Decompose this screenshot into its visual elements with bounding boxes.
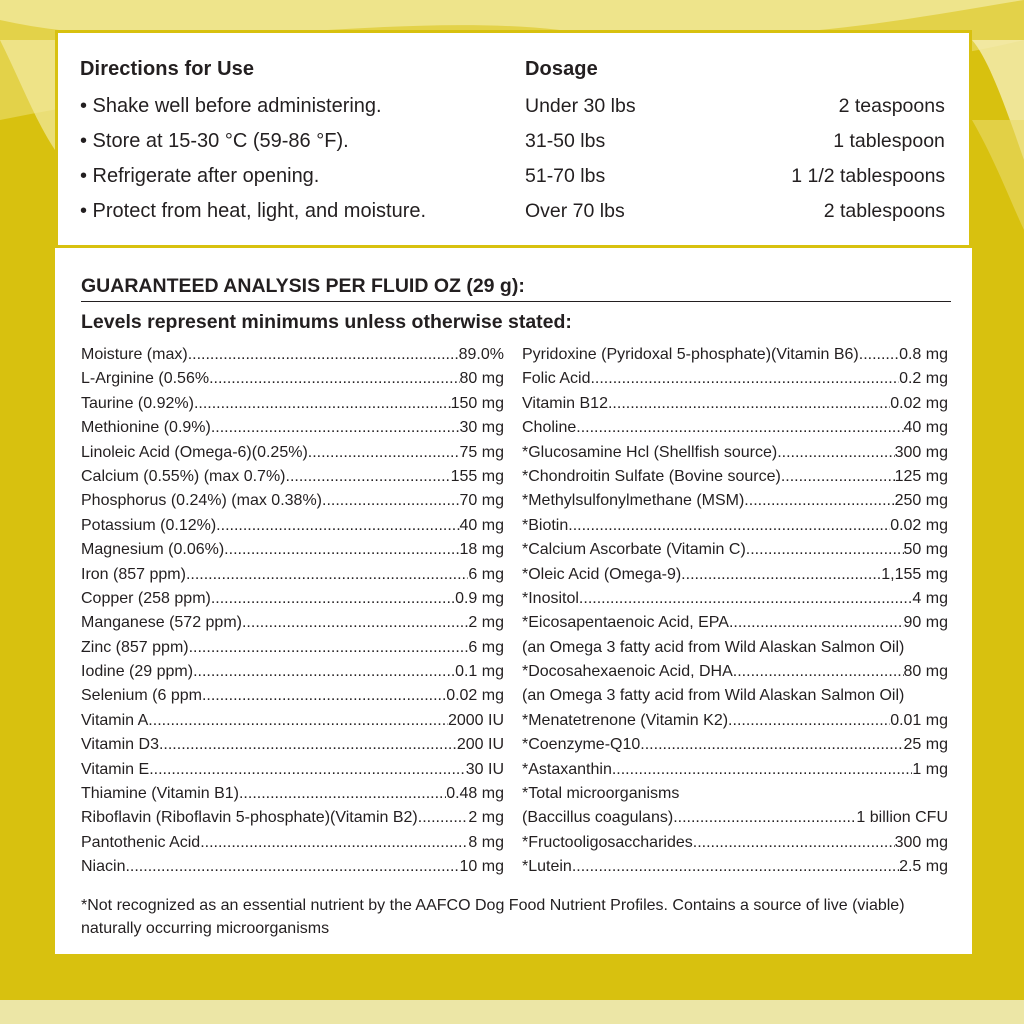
nutrient-name: *Eicosapentaenoic Acid, EPA	[522, 614, 729, 632]
nutrient-list-right	[522, 343, 948, 880]
nutrient-name: *Glucosamine Hcl (Shellfish source)	[522, 443, 778, 461]
dosage-list	[525, 89, 955, 229]
analysis-divider	[81, 301, 951, 302]
directions-section	[80, 57, 500, 229]
nutrient-name: *Coenzyme-Q10	[522, 736, 641, 754]
nutrient-value: 40 mg	[903, 419, 948, 437]
nutrient-value: 0.01 mg	[890, 711, 948, 729]
nutrient-value: 6 mg	[468, 638, 504, 656]
nutrient-value: 300 mg	[894, 833, 948, 851]
dot-leader	[149, 758, 466, 782]
nutrient-row	[81, 684, 504, 708]
nutrient-row	[522, 587, 948, 611]
nutrient-value: 50 mg	[903, 541, 948, 559]
nutrient-name: Potassium (0.12%)	[81, 516, 217, 534]
nutrient-name: *Chondroitin Sulfate (Bovine source)	[522, 467, 781, 485]
nutrient-name: Magnesium (0.06%)	[81, 541, 225, 559]
dot-leader	[744, 489, 894, 513]
nutrient-row	[81, 587, 504, 611]
nutrient-name: *Total microorganisms	[522, 785, 680, 803]
nutrient-name: L-Arginine (0.56%	[81, 370, 210, 388]
nutrient-value: 8 mg	[468, 833, 504, 851]
nutrient-name: *Biotin	[522, 516, 569, 534]
nutrient-row	[522, 831, 948, 855]
nutrient-value: 80 mg	[903, 663, 948, 681]
nutrient-value: 2 mg	[468, 614, 504, 632]
nutrient-name: Calcium (0.55%) (max 0.7%)	[81, 467, 286, 485]
directions-item: • Shake well before administering.	[80, 95, 382, 117]
nutrient-name: Iodine (29 ppm)	[81, 663, 194, 681]
nutrient-name: Zinc (857 ppm)	[81, 638, 189, 656]
nutrient-row	[522, 709, 948, 733]
nutrient-name: Riboflavin (Riboflavin 5-phosphate)(Vitamin B2)	[81, 809, 418, 827]
nutrient-row	[81, 758, 504, 782]
dot-leader	[322, 489, 460, 513]
nutrient-value: 90 mg	[903, 614, 948, 632]
nutrient-row	[81, 514, 504, 538]
nutrient-value: 2 mg	[468, 809, 504, 827]
nutrient-name: *Fructooligosaccharides	[522, 833, 693, 851]
nutrient-name: *Inositol	[522, 589, 579, 607]
nutrient-value: 2.5 mg	[899, 858, 948, 876]
dosage-amount: 1 1/2 tablespoons	[791, 165, 946, 187]
nutrient-row	[522, 563, 948, 587]
nutrient-row	[522, 367, 948, 391]
nutrient-row	[81, 563, 504, 587]
dosage-amount: 1 tablespoon	[833, 130, 945, 152]
nutrient-name: Choline	[522, 419, 577, 437]
nutrient-name: Iron (857 ppm)	[81, 565, 186, 583]
nutrient-value: 300 mg	[894, 443, 948, 461]
dot-leader	[193, 660, 455, 684]
dot-leader	[418, 806, 469, 830]
nutrient-name: (an Omega 3 fatty acid from Wild Alaskan Salmon Oil)	[522, 638, 905, 656]
nutrient-name: Thiamine (Vitamin B1)	[81, 785, 239, 803]
analysis-subtitle: Levels represent minimums unless otherwise stated:	[81, 311, 572, 333]
dosage-weight: 31-50 lbs	[525, 130, 606, 152]
dot-leader	[148, 709, 448, 733]
nutrient-value: 0.2 mg	[899, 370, 948, 388]
nutrient-row	[81, 441, 504, 465]
dot-leader	[729, 611, 904, 635]
nutrient-value: 18 mg	[459, 541, 504, 559]
dot-leader	[693, 831, 895, 855]
dot-leader	[608, 392, 890, 416]
dot-leader	[673, 806, 856, 830]
nutrient-value: 70 mg	[459, 492, 504, 510]
nutrient-row	[522, 611, 948, 635]
nutrient-name: *Methylsulfonylmethane (MSM)	[522, 492, 745, 510]
dot-leader	[728, 709, 890, 733]
nutrient-row	[81, 782, 504, 806]
nutrient-row	[81, 806, 504, 830]
nutrient-row	[81, 733, 504, 757]
nutrient-row	[522, 660, 948, 684]
nutrient-name: Selenium (6 ppm	[81, 687, 202, 705]
dot-leader	[194, 392, 451, 416]
nutrient-row	[522, 489, 948, 513]
dot-leader	[211, 416, 460, 440]
dot-leader	[568, 514, 890, 538]
dot-leader	[125, 855, 459, 879]
nutrient-name: Folic Acid	[522, 370, 591, 388]
nutrient-name: Taurine (0.92%)	[81, 394, 194, 412]
nutrient-row	[81, 660, 504, 684]
dot-leader	[188, 343, 459, 367]
dosage-row	[525, 194, 955, 229]
nutrient-value: 0.02 mg	[446, 687, 504, 705]
nutrient-value: 30 IU	[465, 760, 504, 778]
nutrient-row	[522, 806, 948, 830]
dot-leader	[733, 660, 904, 684]
nutrient-value: 1 mg	[912, 760, 948, 778]
dosage-row	[525, 159, 955, 194]
dosage-section	[525, 57, 955, 229]
nutrient-row	[81, 343, 504, 367]
nutrient-value: 89.0%	[458, 346, 504, 363]
nutrient-name: *Astaxanthin	[522, 760, 612, 778]
directions-item: • Store at 15-30 °C (59-86 °F).	[80, 130, 349, 152]
nutrient-value: 0.02 mg	[890, 516, 948, 534]
nutrient-value: 1,155 mg	[881, 565, 948, 583]
nutrient-name: Manganese (572 ppm)	[81, 614, 242, 632]
nutrient-name: *Lutein	[522, 858, 572, 876]
nutrient-value: 155 mg	[450, 467, 504, 485]
nutrient-row	[81, 636, 504, 660]
dot-leader	[681, 563, 881, 587]
nutrient-row	[522, 636, 948, 660]
guaranteed-analysis-panel	[55, 248, 972, 954]
nutrient-name: Vitamin A	[81, 711, 149, 729]
bottom-band	[0, 1000, 1024, 1024]
dot-leader	[200, 831, 468, 855]
dot-leader	[590, 367, 899, 391]
nutrient-value: 30 mg	[459, 419, 504, 437]
nutrient-row	[522, 758, 948, 782]
nutrient-name: Vitamin E	[81, 760, 150, 778]
dot-leader	[612, 758, 913, 782]
nutrient-row	[522, 441, 948, 465]
nutrient-value: 80 mg	[459, 370, 504, 388]
dot-leader	[572, 855, 899, 879]
dosage-row	[525, 124, 955, 159]
dot-leader	[640, 733, 903, 757]
nutrient-row	[81, 709, 504, 733]
dosage-weight: Under 30 lbs	[525, 95, 636, 117]
nutrient-row	[81, 416, 504, 440]
nutrient-row	[522, 684, 948, 708]
nutrient-value: 0.02 mg	[890, 394, 948, 412]
dot-leader	[579, 587, 913, 611]
nutrient-name: Linoleic Acid (Omega-6)(0.25%)	[81, 443, 308, 461]
nutrient-row	[522, 416, 948, 440]
nutrient-value: 0.1 mg	[455, 663, 504, 681]
nutrient-value: 2000 IU	[447, 711, 504, 729]
directions-title: Directions for Use	[80, 58, 255, 80]
directions-item: • Refrigerate after opening.	[80, 165, 320, 187]
nutrient-value: 0.48 mg	[446, 785, 504, 803]
nutrient-row	[522, 465, 948, 489]
nutrient-name: Copper (258 ppm)	[81, 589, 211, 607]
nutrient-row	[522, 514, 948, 538]
nutrient-name: *Oleic Acid (Omega-9)	[522, 565, 682, 583]
dot-leader	[224, 538, 459, 562]
nutrient-list-left	[81, 343, 504, 880]
nutrient-row	[522, 538, 948, 562]
directions-item: • Protect from heat, light, and moisture.	[80, 200, 427, 222]
dosage-amount: 2 tablespoons	[823, 200, 946, 222]
nutrient-row	[81, 489, 504, 513]
analysis-footnote: *Not recognized as an essential nutrient by the AAFCO Dog Food Nutrient Profiles. Contains a source of live (viable) naturally occurring microorganisms	[81, 897, 905, 937]
dot-leader	[777, 441, 894, 465]
nutrient-value: 150 mg	[450, 394, 504, 412]
nutrient-row	[81, 538, 504, 562]
nutrient-value: 0.8 mg	[899, 346, 948, 363]
nutrient-row	[522, 855, 948, 879]
dosage-title: Dosage	[525, 58, 598, 80]
dot-leader	[308, 441, 460, 465]
nutrient-name: *Menatetrenone (Vitamin K2)	[522, 711, 729, 729]
dot-leader	[781, 465, 895, 489]
nutrient-name: Pantothenic Acid	[81, 833, 201, 851]
dosage-row	[525, 89, 955, 124]
dosage-weight: 51-70 lbs	[525, 165, 606, 187]
nutrient-row	[81, 831, 504, 855]
directions-list	[80, 89, 500, 229]
dot-leader	[286, 465, 451, 489]
dot-leader	[859, 343, 899, 367]
nutrient-name: (Baccillus coagulans)	[522, 809, 674, 827]
nutrient-row	[522, 343, 948, 367]
directions-dosage-panel	[55, 30, 972, 248]
nutrient-name: Moisture (max)	[81, 346, 188, 363]
nutrient-name: Methionine (0.9%)	[81, 419, 211, 437]
nutrient-value: 200 IU	[456, 736, 504, 754]
nutrient-row	[81, 465, 504, 489]
dot-leader	[209, 367, 459, 391]
nutrient-row	[81, 611, 504, 635]
dot-leader	[239, 782, 446, 806]
nutrient-row	[81, 855, 504, 879]
dot-leader	[216, 514, 459, 538]
dot-leader	[189, 636, 469, 660]
nutrient-name: Niacin	[81, 858, 126, 876]
nutrient-value: 0.9 mg	[455, 589, 504, 607]
dot-leader	[202, 684, 446, 708]
nutrient-name: Phosphorus (0.24%) (max 0.38%)	[81, 492, 322, 510]
nutrient-value: 10 mg	[459, 858, 504, 876]
nutrient-value: 4 mg	[912, 589, 948, 607]
nutrient-row	[81, 367, 504, 391]
dot-leader	[211, 587, 455, 611]
nutrient-row	[522, 782, 948, 806]
dot-leader	[746, 538, 904, 562]
nutrient-row	[522, 733, 948, 757]
nutrient-value: 125 mg	[894, 467, 948, 485]
dosage-weight: Over 70 lbs	[525, 200, 625, 222]
dot-leader	[186, 563, 468, 587]
nutrient-name: (an Omega 3 fatty acid from Wild Alaskan Salmon Oil)	[522, 687, 905, 705]
analysis-title: GUARANTEED ANALYSIS PER FLUID OZ (29 g):	[81, 275, 525, 297]
nutrient-name: Vitamin D3	[81, 736, 159, 754]
nutrient-name: *Calcium Ascorbate (Vitamin C)	[522, 541, 746, 559]
nutrient-value: 75 mg	[459, 443, 504, 461]
nutrient-value: 250 mg	[894, 492, 948, 510]
nutrient-value: 40 mg	[459, 516, 504, 534]
dot-leader	[159, 733, 457, 757]
nutrient-name: Pyridoxine (Pyridoxal 5-phosphate)(Vitamin B6)	[522, 346, 859, 363]
dot-leader	[576, 416, 903, 440]
nutrient-value: 6 mg	[468, 565, 504, 583]
nutrient-name: Vitamin B12	[522, 394, 608, 412]
nutrient-value: 25 mg	[903, 736, 948, 754]
nutrient-name: *Docosahexaenoic Acid, DHA	[522, 663, 733, 681]
nutrient-row	[81, 392, 504, 416]
nutrient-value: 1 billion CFU	[856, 809, 948, 827]
dosage-amount: 2 teaspoons	[838, 95, 945, 117]
nutrient-row	[522, 392, 948, 416]
dot-leader	[242, 611, 468, 635]
